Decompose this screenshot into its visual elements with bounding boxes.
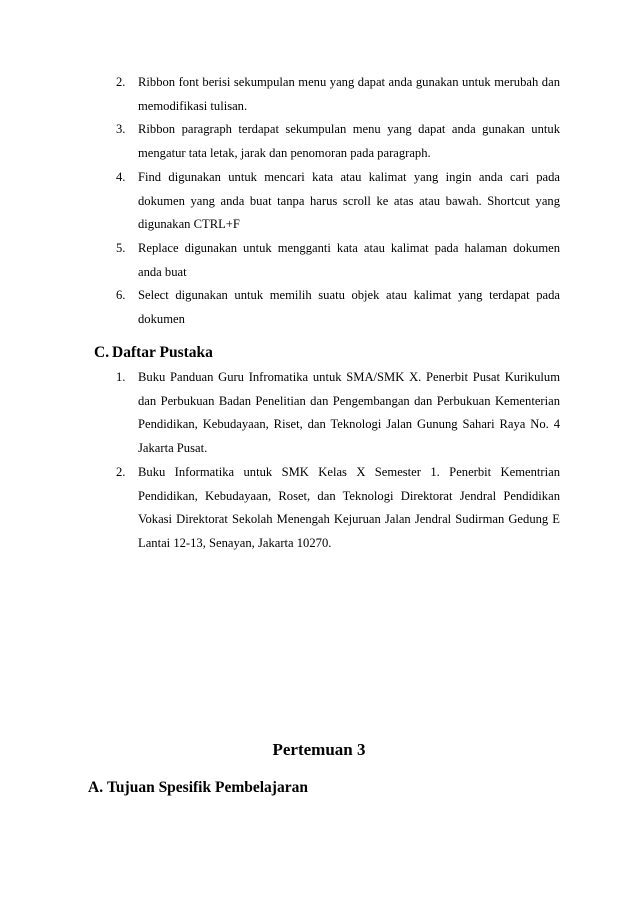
list-item	[116, 366, 560, 461]
list-item	[116, 284, 560, 331]
list-text: Replace digunakan untuk mengganti kata atau kalimat pada halaman dokumen anda buat	[138, 240, 560, 279]
meeting-title: Pertemuan 3	[272, 740, 366, 759]
list-number: 5.	[116, 240, 126, 255]
list-item	[116, 118, 560, 165]
list-item	[116, 237, 560, 284]
list-number: 4.	[116, 169, 126, 184]
list-number: 3.	[116, 122, 126, 137]
section-c-title: Daftar Pustaka	[112, 344, 213, 361]
section-c-heading	[94, 338, 213, 368]
list-number: 1.	[116, 370, 126, 384]
list-text: Find digunakan untuk mencari kata atau kalimat yang ingin anda cari pada dokumen yang anda buat tanpa harus scroll ke atas atau bawah. Shortcut yang digunakan CTRL+F	[138, 169, 560, 232]
section-c-letter: C.	[94, 344, 110, 361]
bibliography-list	[116, 366, 560, 556]
ribbon-feature-list	[116, 71, 560, 332]
list-item	[116, 461, 560, 556]
section-a-letter: A.	[88, 779, 104, 796]
list-text: Buku Informatika untuk SMK Kelas X Semester 1. Penerbit Kementrian Pendidikan, Kebudayaan, Roset, dan Teknologi Direktorat Jendral Pendidikan Vokasi Direktorat Sekolah Menengah Kejuruan Jalan Jendral Sudirman Gedung E Lantai 12-13, Senayan, Jakarta 10270.	[138, 464, 560, 550]
list-item	[116, 166, 560, 237]
list-number: 2.	[116, 75, 126, 89]
list-item	[116, 71, 560, 118]
section-a-heading	[88, 775, 308, 801]
list-text: Select digunakan untuk memilih suatu objek atau kalimat yang terdapat pada dokumen	[138, 288, 560, 327]
list-text: Buku Panduan Guru Infromatika untuk SMA/SMK X. Penerbit Pusat Kurikulum dan Perbukuan Badan Penelitian dan Pengembangan dan Perbukuan Kementerian Pendidikan, Kebudayaan, Riset, dan Teknologi Jalan Gunung Sahari Raya No. 4 Jakarta Pusat.	[138, 370, 560, 456]
list-text: Ribbon paragraph terdapat sekumpulan menu yang dapat anda gunakan untuk mengatur tata letak, jarak dan penomoran pada paragraph.	[138, 122, 560, 161]
list-text: Ribbon font berisi sekumpulan menu yang dapat anda gunakan untuk merubah dan memodifikasi tulisan.	[138, 75, 560, 113]
section-a-title: Tujuan Spesifik Pembelajaran	[107, 779, 308, 796]
list-number: 2.	[116, 464, 126, 479]
list-number: 6.	[116, 288, 126, 303]
